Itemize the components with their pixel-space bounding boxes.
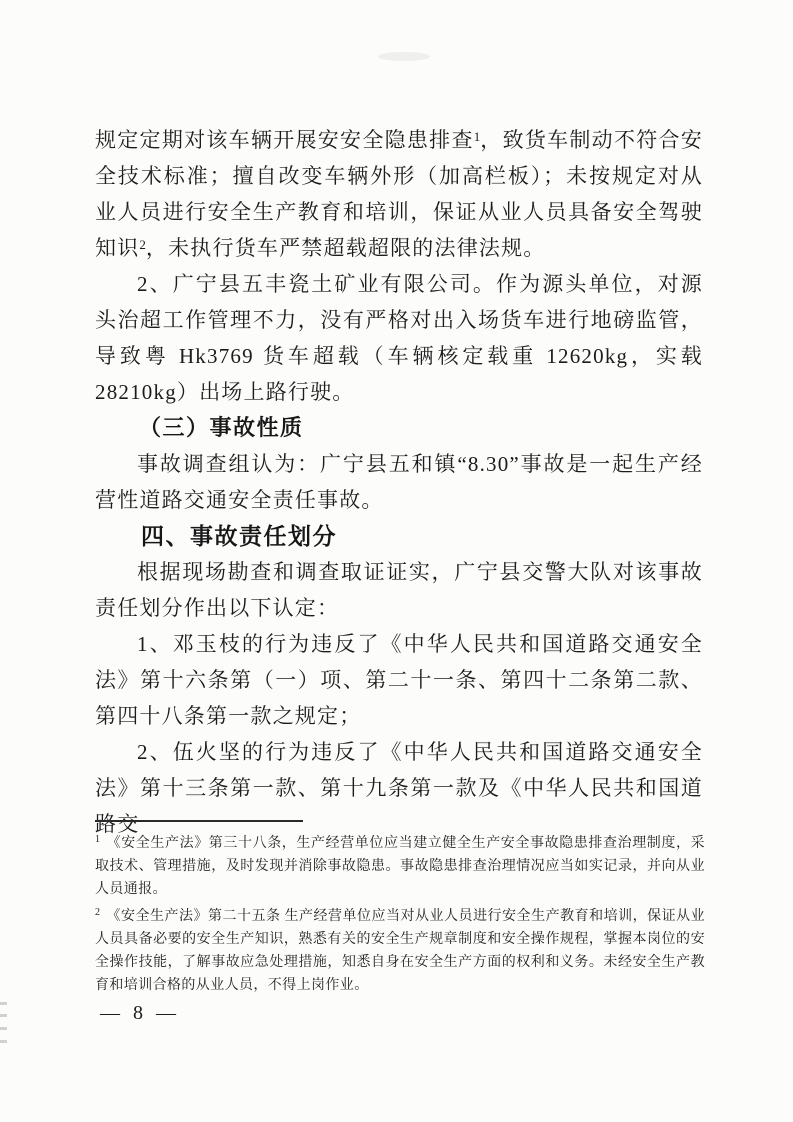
footnote-separator-line [95, 820, 303, 822]
footnote-reference-2: 2 [139, 237, 146, 252]
body-paragraph-continuation [95, 122, 703, 266]
scan-artifact [0, 1027, 7, 1030]
heading-responsibility-division: 四、事故责任划分 [141, 523, 337, 549]
paragraph-text: 规定定期对该车辆开展安安全隐患排查 [95, 128, 474, 152]
scan-artifact [0, 1002, 7, 1005]
scan-artifact [378, 52, 430, 61]
body-paragraph-finding-1: 1、邓玉枝的行为违反了《中华人民共和国道路交通安全法》第十六条第（一）项、第二十一条、第四十二条第二款、第四十八条第一款之规定； [95, 632, 703, 728]
footnote-2 [95, 905, 705, 997]
scan-artifact [0, 1040, 7, 1043]
body-paragraph-finding-2: 2、伍火坚的行为违反了《中华人民共和国道路交通安全法》第十三条第一款、第十九条第一款及《中华人民共和国道路交 [95, 740, 703, 836]
body-paragraph-accident-nature: 事故调查组认为：广宁县五和镇“8.30”事故是一起生产经营性道路交通安全责任事故。 [95, 452, 703, 512]
paragraph-text: ，致货车制动不符合安全技术标准；擅自改变车辆外形（加高栏板）；未按规定对从业人员进行安全生产教育和培训，保证从业人员具备安全驾驶知识 [95, 128, 703, 260]
footnote-2-marker: 2 [95, 907, 101, 918]
body-paragraph-item2-source-unit: 2、广宁县五丰瓷土矿业有限公司。作为源头单位，对源头治超工作管理不力，没有严格对出入场货车进行地磅监管，导致粤 Hk3769 货车超载（车辆核定载重 12620kg，实载 28210kg）出场上路行驶。 [95, 272, 703, 404]
footnote-1-text: 《安全生产法》第三十八条，生产经营单位应当建立健全生产安全事故隐患排查治理制度，采取技术、管理措施，及时发现并消除事故隐患。事故隐患排查治理情况应当如实记录，并向从业人员通报。 [95, 836, 705, 897]
body-paragraph-investigation-basis: 根据现场勘查和调查取证证实，广宁县交警大队对该事故责任划分作出以下认定： [95, 560, 703, 620]
footnote-area [95, 820, 705, 1001]
footnote-2-text: 《安全生产法》第二十五条 生产经营单位应当对从业人员进行安全生产教育和培训，保证从业人员具备必要的安全生产知识，熟悉有关的安全生产规章制度和安全操作规程，掌握本岗位的安全操作技能，了解事故应急处理措施，知悉自身在安全生产方面的权利和义务。未经安全生产教育和培训合格的从业人员，不得上岗作业。 [95, 909, 705, 993]
document-body [95, 122, 703, 842]
scan-artifact [0, 1014, 7, 1017]
page-number: — 8 — [100, 1002, 180, 1024]
footnote-reference-1: 1 [473, 129, 481, 144]
footnote-1 [95, 832, 705, 901]
paragraph-text: ，未执行货车严禁超载超限的法律法规。 [145, 236, 546, 260]
heading-accident-nature: （三）事故性质 [139, 415, 304, 440]
footnote-1-marker: 1 [95, 834, 101, 845]
